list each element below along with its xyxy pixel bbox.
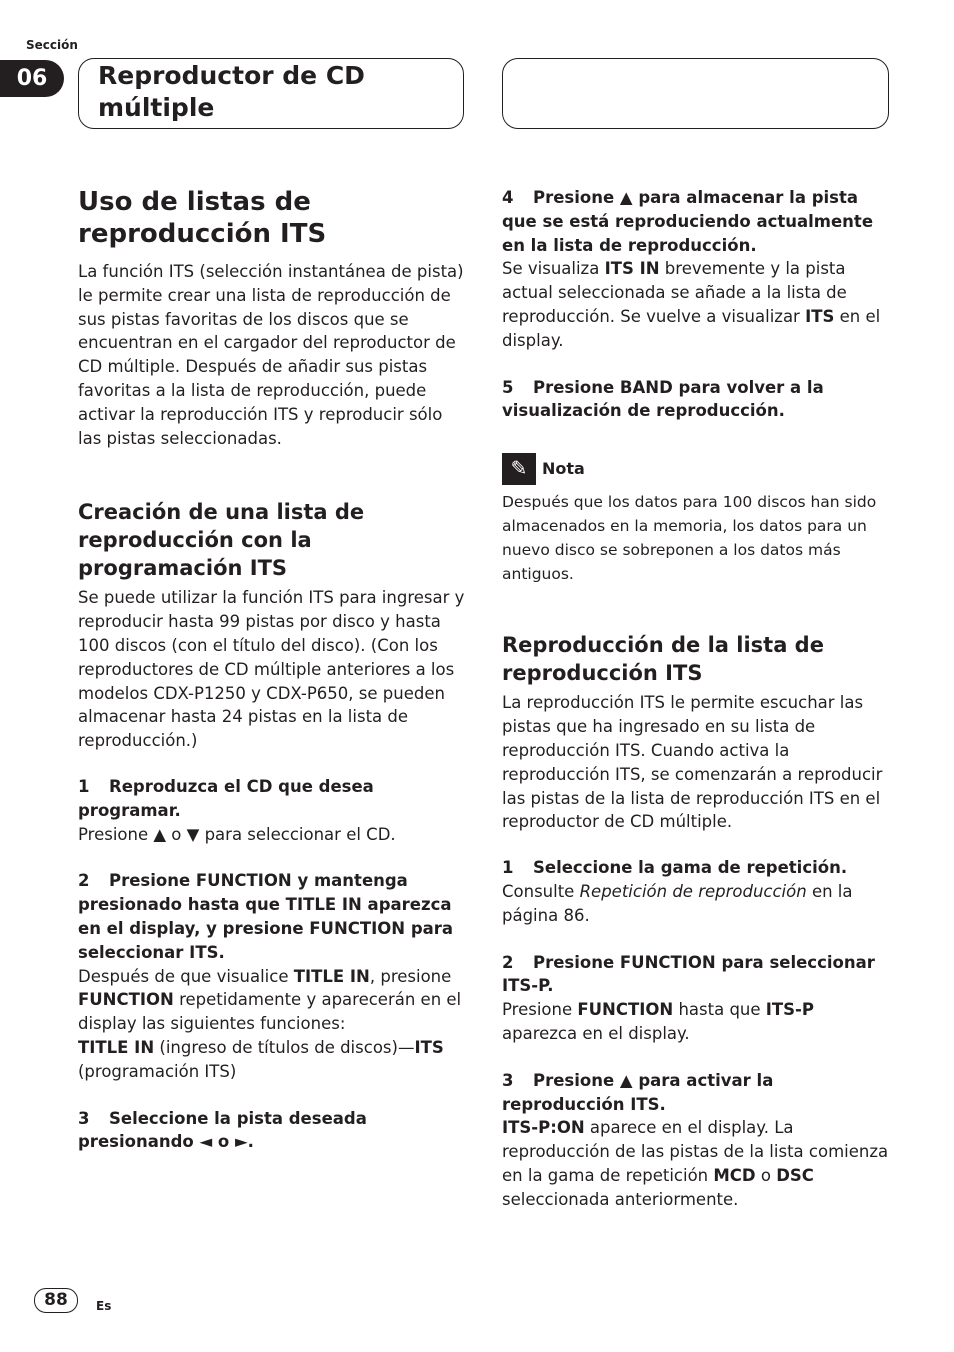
step-2-functions: TITLE IN (ingreso de títulos de discos)—ITS (programación ITS)	[78, 1037, 444, 1081]
section-title: Reproductor de CD múltiple	[98, 61, 365, 122]
step-1-body: Presione ▲ o ▼ para seleccionar el CD.	[78, 824, 396, 844]
note-text: Después que los datos para 100 discos han sido almacenados en la memoria, los datos para un nuevo disco se sobreponen a los datos más antiguos.	[502, 493, 877, 583]
step-4-body: Se visualiza ITS IN brevemente y la pista actual seleccionada se añade a la lista de reproducción. Se vuelve a visualizar ITS en el display.	[502, 259, 881, 350]
step-2-title: 2 Presione FUNCTION y mantenga presionado hasta que TITLE IN aparezca en el display, y presione FUNCTION para seleccionar ITS.	[78, 871, 454, 962]
step-number: 5	[502, 377, 514, 397]
empty-header-box	[502, 58, 889, 129]
subheading-playback: Reproducción de la lista de reproducción ITS	[502, 633, 824, 686]
playback-step-3-title: 3 Presione ▲ para activar la reproducción ITS.	[502, 1070, 774, 1114]
left-column	[78, 186, 466, 1154]
step-3-title: 3 Seleccione la pista deseada presionando ◄ o ►.	[78, 1108, 367, 1152]
step-1-title: 1 Reproduzca el CD que desea programar.	[78, 776, 374, 820]
step-2-body: Después de que visualice TITLE IN, presione FUNCTION repetidamente y aparecerán en el display las siguientes funciones:	[78, 966, 462, 1034]
intro-paragraph: La función ITS (selección instantánea de pista) le permite crear una lista de reproducción de sus pistas favoritas de los discos que se encuentran en el cargador del reproductor de CD múltiple. Después de añadir sus pistas favoritas a la lista de reproducción, puede activar la reproducción ITS y reproducir sólo las pistas seleccionadas.	[78, 262, 464, 448]
step-5-title: 5 Presione BAND para volver a la visualización de reproducción.	[502, 377, 824, 421]
playback-step-3-body: ITS-P:ON aparece en el display. La reproducción de las pistas de la lista comienza en la gama de repetición MCD o DSC seleccionada anteriormente.	[502, 1118, 889, 1209]
creation-paragraph: Se puede utilizar la función ITS para ingresar y reproducir hasta 99 pistas por disco y hasta 100 discos (con el título del disco). (Con los reproductores de CD múltiple anteriores a los modelos CDX-P1250 y CDX-P650, se pueden almacenar hasta 24 pistas en la lista de reproducción.)	[78, 588, 465, 751]
section-label: Sección	[26, 38, 78, 52]
playback-step-1-title: 1 Seleccione la gama de repetición.	[502, 856, 892, 880]
main-heading: Uso de listas de reproducción ITS	[78, 187, 327, 249]
playback-step-1-body: Consulte Repetición de reproducción en la página 86.	[502, 881, 853, 925]
step-number: 1	[502, 858, 514, 878]
step-4-title: 4 Presione ▲ para almacenar la pista que se está reproduciendo actualmente en la lista de reproducción.	[502, 188, 874, 255]
right-column	[502, 186, 892, 1212]
pencil-note-icon: ✎	[502, 453, 536, 485]
step-number: 4	[502, 188, 514, 207]
note-label: Nota	[542, 459, 585, 479]
step-number: 1	[78, 776, 90, 796]
playback-step-2-body: Presione FUNCTION hasta que ITS-P aparezca en el display.	[502, 1000, 815, 1043]
playback-paragraph: La reproducción ITS le permite escuchar las pistas que ha ingresado en su lista de reproducción ITS. Cuando activa la reproducción ITS, se comenzarán a reproducir las pistas de la lista de reproducción ITS en el reproductor de CD múltiple.	[502, 693, 883, 832]
section-number: 06	[16, 66, 48, 91]
subheading-creation: Creación de una lista de reproducción con la programación ITS	[78, 500, 365, 581]
step-number: 2	[78, 871, 90, 891]
step-number: 2	[502, 952, 514, 972]
note-header	[502, 453, 892, 485]
page-number: 88	[34, 1288, 78, 1313]
step-number: 3	[78, 1108, 90, 1128]
playback-step-2-title: 2 Presione FUNCTION para seleccionar ITS-P.	[502, 952, 875, 996]
step-number: 3	[502, 1070, 514, 1090]
language-code: Es	[96, 1299, 112, 1313]
